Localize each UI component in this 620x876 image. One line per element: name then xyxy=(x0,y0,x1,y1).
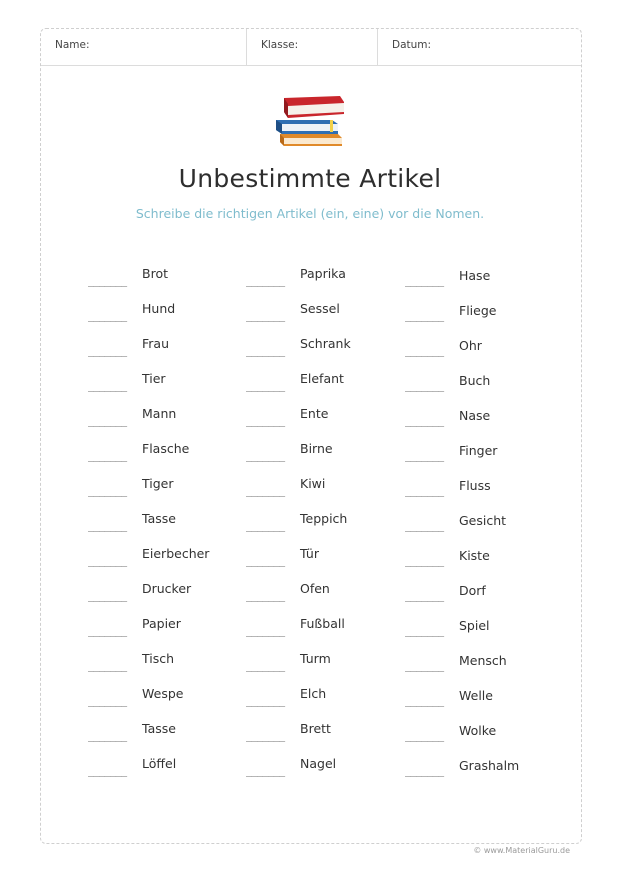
noun: Flasche xyxy=(142,441,190,456)
class-field[interactable] xyxy=(246,29,377,65)
name-label: Name: xyxy=(55,39,90,51)
answer-blank[interactable]: _______ xyxy=(88,416,127,427)
answer-blank[interactable]: _______ xyxy=(88,626,127,637)
noun: Tier xyxy=(142,371,166,386)
noun: Brett xyxy=(300,721,331,736)
answer-blank[interactable]: _______ xyxy=(88,486,127,497)
noun: Kiste xyxy=(459,548,490,563)
noun: Elch xyxy=(300,686,327,701)
noun: Welle xyxy=(459,688,493,703)
answer-blank[interactable]: _______ xyxy=(246,416,285,427)
noun: Turm xyxy=(300,651,331,666)
answer-blank[interactable]: _______ xyxy=(405,766,444,777)
answer-blank[interactable]: _______ xyxy=(88,731,127,742)
list-item xyxy=(405,440,555,475)
list-item xyxy=(88,685,238,720)
answer-blank[interactable]: _______ xyxy=(88,521,127,532)
class-label: Klasse: xyxy=(261,39,299,51)
instructions-subtitle: Schreibe die richtigen Artikel (ein, eine) vor die Nomen. xyxy=(135,206,485,221)
list-item xyxy=(405,265,555,300)
list-item xyxy=(88,650,238,685)
word-column-1 xyxy=(88,265,238,790)
answer-blank[interactable]: _______ xyxy=(405,626,444,637)
noun: Teppich xyxy=(300,511,348,526)
noun: Buch xyxy=(459,373,491,388)
answer-blank[interactable]: _______ xyxy=(405,381,444,392)
page-title: Unbestimmte Artikel xyxy=(178,164,442,193)
answer-blank[interactable]: _______ xyxy=(88,311,127,322)
noun: Drucker xyxy=(142,581,192,596)
noun: Tiger xyxy=(142,476,174,491)
answer-blank[interactable]: _______ xyxy=(246,591,285,602)
date-label: Datum: xyxy=(392,39,432,51)
date-field[interactable] xyxy=(377,29,581,65)
answer-blank[interactable]: _______ xyxy=(405,731,444,742)
noun: Nagel xyxy=(300,756,337,771)
answer-blank[interactable]: _______ xyxy=(246,626,285,637)
noun: Paprika xyxy=(300,266,346,281)
noun: Finger xyxy=(459,443,498,458)
answer-blank[interactable]: _______ xyxy=(405,556,444,567)
noun: Sessel xyxy=(300,301,340,316)
answer-blank[interactable]: _______ xyxy=(88,276,127,287)
list-item xyxy=(246,580,396,615)
noun: Brot xyxy=(142,266,168,281)
answer-blank[interactable]: _______ xyxy=(246,731,285,742)
list-item xyxy=(405,510,555,545)
noun: Kiwi xyxy=(300,476,326,491)
list-item xyxy=(88,720,238,755)
list-item xyxy=(88,580,238,615)
answer-blank[interactable]: _______ xyxy=(246,661,285,672)
noun: Tür xyxy=(300,546,319,561)
list-item xyxy=(405,580,555,615)
list-item xyxy=(405,720,555,755)
answer-blank[interactable]: _______ xyxy=(405,276,444,287)
answer-blank[interactable]: _______ xyxy=(88,556,127,567)
list-item xyxy=(88,440,238,475)
list-item xyxy=(405,335,555,370)
answer-blank[interactable]: _______ xyxy=(88,451,127,462)
header-fields xyxy=(41,29,581,66)
noun: Mann xyxy=(142,406,177,421)
noun: Dorf xyxy=(459,583,486,598)
list-item xyxy=(88,300,238,335)
noun: Papier xyxy=(142,616,181,631)
answer-blank[interactable]: _______ xyxy=(405,311,444,322)
answer-blank[interactable]: _______ xyxy=(246,381,285,392)
answer-blank[interactable]: _______ xyxy=(88,661,127,672)
list-item xyxy=(246,475,396,510)
word-column-2 xyxy=(246,265,396,790)
list-item xyxy=(246,440,396,475)
answer-blank[interactable]: _______ xyxy=(405,661,444,672)
noun: Birne xyxy=(300,441,333,456)
list-item xyxy=(405,685,555,720)
noun: Fliege xyxy=(459,303,497,318)
list-item xyxy=(405,300,555,335)
list-item xyxy=(246,300,396,335)
list-item xyxy=(405,545,555,580)
noun: Löffel xyxy=(142,756,177,771)
answer-blank[interactable]: _______ xyxy=(88,766,127,777)
answer-blank[interactable]: _______ xyxy=(88,696,127,707)
list-item xyxy=(88,370,238,405)
noun: Gesicht xyxy=(459,513,507,528)
stack-of-books-icon xyxy=(272,94,348,150)
list-item xyxy=(246,755,396,790)
list-item xyxy=(246,370,396,405)
noun: Schrank xyxy=(300,336,351,351)
answer-blank[interactable]: _______ xyxy=(405,696,444,707)
list-item xyxy=(246,720,396,755)
list-item xyxy=(88,335,238,370)
answer-blank[interactable]: _______ xyxy=(246,451,285,462)
noun: Fluss xyxy=(459,478,491,493)
list-item xyxy=(246,545,396,580)
answer-blank[interactable]: _______ xyxy=(405,591,444,602)
list-item xyxy=(405,370,555,405)
list-item xyxy=(88,510,238,545)
answer-blank[interactable]: _______ xyxy=(246,521,285,532)
answer-blank[interactable]: _______ xyxy=(88,381,127,392)
list-item xyxy=(88,545,238,580)
answer-blank[interactable]: _______ xyxy=(246,346,285,357)
list-item xyxy=(405,615,555,650)
noun: Wolke xyxy=(459,723,497,738)
list-item xyxy=(88,615,238,650)
noun: Tisch xyxy=(142,651,175,666)
list-item xyxy=(88,475,238,510)
noun: Spiel xyxy=(459,618,490,633)
noun: Wespe xyxy=(142,686,184,701)
list-item xyxy=(405,650,555,685)
answer-blank[interactable]: _______ xyxy=(405,416,444,427)
noun: Eierbecher xyxy=(142,546,210,561)
noun: Fußball xyxy=(300,616,345,631)
answer-blank[interactable]: _______ xyxy=(405,521,444,532)
list-item xyxy=(405,475,555,510)
noun: Hund xyxy=(142,301,176,316)
answer-blank[interactable]: _______ xyxy=(405,346,444,357)
list-item xyxy=(88,755,238,790)
copyright-footer: © www.MaterialGuru.de xyxy=(473,846,570,855)
answer-blank[interactable]: _______ xyxy=(246,276,285,287)
answer-blank[interactable]: _______ xyxy=(246,556,285,567)
list-item xyxy=(88,265,238,300)
list-item xyxy=(246,510,396,545)
list-item xyxy=(246,650,396,685)
answer-blank[interactable]: _______ xyxy=(246,696,285,707)
noun: Nase xyxy=(459,408,491,423)
answer-blank[interactable]: _______ xyxy=(88,346,127,357)
list-item xyxy=(246,615,396,650)
noun: Grashalm xyxy=(459,758,520,773)
list-item xyxy=(405,755,555,790)
list-item xyxy=(246,335,396,370)
noun: Frau xyxy=(142,336,170,351)
list-item xyxy=(246,265,396,300)
name-field[interactable] xyxy=(41,29,246,65)
noun: Mensch xyxy=(459,653,507,668)
noun: Elefant xyxy=(300,371,344,386)
noun: Ente xyxy=(300,406,329,421)
answer-blank[interactable]: _______ xyxy=(88,591,127,602)
answer-blank[interactable]: _______ xyxy=(246,486,285,497)
list-item xyxy=(246,405,396,440)
noun: Ohr xyxy=(459,338,482,353)
answer-blank[interactable]: _______ xyxy=(405,486,444,497)
answer-blank[interactable]: _______ xyxy=(405,451,444,462)
list-item xyxy=(88,405,238,440)
noun: Hase xyxy=(459,268,491,283)
word-column-3 xyxy=(405,265,555,790)
answer-blank[interactable]: _______ xyxy=(246,311,285,322)
answer-blank[interactable]: _______ xyxy=(246,766,285,777)
noun: Ofen xyxy=(300,581,330,596)
list-item xyxy=(405,405,555,440)
noun: Tasse xyxy=(142,721,176,736)
noun: Tasse xyxy=(142,511,176,526)
list-item xyxy=(246,685,396,720)
